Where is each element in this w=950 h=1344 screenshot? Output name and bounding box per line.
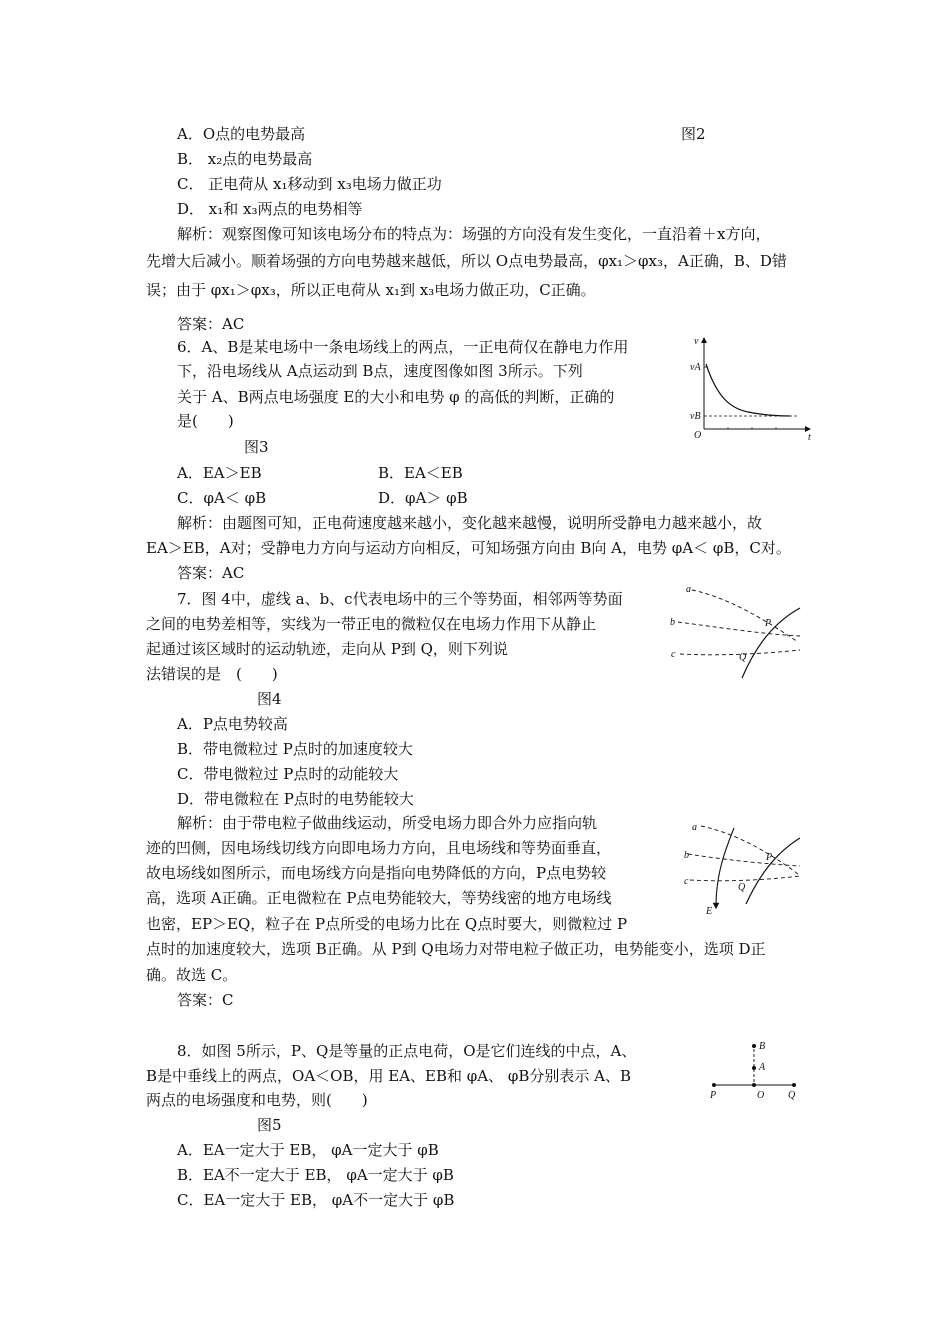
q6-option-c: C．φA＜ φB xyxy=(177,489,267,507)
equipotential-b xyxy=(678,622,800,636)
q7-analysis-line-5: 也密，EP＞EQ，粒子在 P点所受的电场力比在 Q点时要大，则微粒过 P xyxy=(146,915,628,933)
origin-label: O xyxy=(694,430,702,441)
q5-analysis-line-1: 解析：观察图像可知该电场分布的特点为：场强的方向没有发生变化，一直沿着＋x方向， xyxy=(177,225,771,243)
q7-analysis-figure xyxy=(686,818,806,916)
q7-analysis-line-6: 点时的加速度较大，选项 B正确。从 P到 Q电场力对带电粒子做正功，电势能变小，选项 D正 xyxy=(146,940,766,958)
q7-option-a: A．P点电势较高 xyxy=(177,715,288,733)
q6-analysis-line-2: EA＞EB，A对；受静电力方向与运动方向相反，可知场强方向由 B向 A，电势 φA＜ φB，C对。 xyxy=(146,539,791,557)
label-a: a xyxy=(686,584,691,595)
q6-stem-line-3: 关于 A、B两点电场强度 E的大小和电势 φ 的高低的判断，正确的 xyxy=(177,388,615,406)
label-b: b xyxy=(684,850,689,861)
q6-analysis-line-1: 解析：由题图可知，正电荷速度越来越小，变化越来越慢，说明所受静电力越来越小，故 xyxy=(177,514,763,532)
label-b: B xyxy=(759,1041,766,1052)
q7-equipotential-figure xyxy=(666,582,806,684)
q5-option-d: D． x₁和 x₃两点的电势相等 xyxy=(177,200,363,218)
equipotential-c xyxy=(690,876,800,881)
q5-answer: 答案：AC xyxy=(177,315,245,333)
q6-figure-caption: 图3 xyxy=(244,438,269,456)
q7-analysis-line-3: 故电场线如图所示，而电场线方向是指向电势降低的方向，P点电势较 xyxy=(146,864,607,882)
q5-option-b: B． x₂点的电势最高 xyxy=(177,150,313,168)
q7-stem-line-2: 之间的电势差相等，实线为一带正电的微粒仅在电场力作用下从静止 xyxy=(146,615,597,633)
point-a-dot xyxy=(752,1066,756,1070)
v-axis-label: v xyxy=(694,336,699,347)
q6-option-b: B．EA＜EB xyxy=(378,464,463,482)
point-b-dot xyxy=(752,1044,756,1048)
q7-stem-line-4: 法错误的是 ( ) xyxy=(146,665,278,683)
label-o: O xyxy=(757,1090,765,1101)
q7-option-b: B．带电微粒过 P点时的加速度较大 xyxy=(177,740,413,758)
q6-stem-line-4: 是( ) xyxy=(177,412,234,430)
q8-stem-line-1: 8．如图 5所示，P、Q是等量的正点电荷，O是它们连线的中点，A、 xyxy=(177,1042,637,1060)
q5-option-c: C． 正电荷从 x₁移动到 x₃电场力做正功 xyxy=(177,175,442,193)
q6-option-d: D．φA＞ φB xyxy=(378,489,468,507)
t-axis-label: t xyxy=(808,432,811,443)
q8-option-c: C．EA一定大于 EB， φA不一定大于 φB xyxy=(177,1191,455,1209)
label-p: P xyxy=(765,618,772,629)
label-q: Q xyxy=(738,882,746,893)
label-q: Q xyxy=(739,652,747,663)
q5-analysis-line-2: 先增大后减小。顺着场强的方向电势越来越低，所以 O点电势最高，φx₁＞φx₃，A正确，B、D错 xyxy=(146,252,787,270)
q7-analysis-line-1: 解析：由于带电粒子做曲线运动，所受电场力即合外力应指向轨 xyxy=(177,814,598,832)
q7-option-d: D．带电微粒在 P点时的电势能较大 xyxy=(177,790,414,808)
q8-charges-figure xyxy=(702,1036,806,1104)
label-c: c xyxy=(671,649,676,660)
particle-trajectory xyxy=(746,838,800,904)
q6-stem-line-2: 下，沿电场线从 A点运动到 B点，速度图像如图 3所示。下列 xyxy=(177,362,583,380)
label-b: b xyxy=(670,617,675,628)
label-q: Q xyxy=(788,1090,796,1101)
label-c: c xyxy=(684,876,689,887)
q7-stem-line-3: 起通过该区域时的运动轨迹，走向从 P到 Q，则下列说 xyxy=(146,640,508,658)
velocity-curve xyxy=(706,364,790,416)
vb-label: vB xyxy=(690,411,701,422)
label-e: E xyxy=(706,906,713,917)
q7-analysis-line-7: 确。故选 C。 xyxy=(146,966,238,984)
q6-velocity-time-graph xyxy=(688,334,816,442)
q7-option-c: C．带电微粒过 P点时的动能较大 xyxy=(177,765,399,783)
field-line-e xyxy=(716,828,734,906)
charge-q-dot xyxy=(792,1083,796,1087)
equipotential-b xyxy=(688,854,800,866)
point-o-dot xyxy=(752,1083,756,1087)
q5-figure-caption: 图2 xyxy=(681,125,706,143)
q7-stem-line-1: 7．图 4中，虚线 a、b、c代表电场中的三个等势面，相邻两等势面 xyxy=(177,590,623,608)
q8-stem-line-3: 两点的电场强度和电势，则( ) xyxy=(146,1091,368,1109)
label-p: P xyxy=(766,852,773,863)
label-a: a xyxy=(692,822,697,833)
label-a: A xyxy=(759,1062,766,1073)
q6-option-a: A．EA＞EB xyxy=(177,464,262,482)
q7-figure-caption: 图4 xyxy=(257,690,282,708)
charge-p-dot xyxy=(712,1083,716,1087)
q8-option-a: A．EA一定大于 EB， φA一定大于 φB xyxy=(177,1141,439,1159)
q8-option-b: B．EA不一定大于 EB， φA一定大于 φB xyxy=(177,1166,454,1184)
q7-analysis-line-2: 迹的凹侧，因电场线切线方向即电场力方向，且电场线和等势面垂直， xyxy=(146,839,612,857)
q8-stem-line-2: B是中垂线上的两点，OA＜OB，用 EA、EB和 φA、 φB分别表示 A、B xyxy=(146,1067,632,1085)
q8-figure-caption: 图5 xyxy=(257,1116,282,1134)
q7-analysis-line-4: 高，选项 A正确。正电微粒在 P点电势能较大，等势线密的地方电场线 xyxy=(146,889,612,907)
q7-answer: 答案：C xyxy=(177,991,234,1009)
q6-stem-line-1: 6．A、B是某电场中一条电场线上的两点，一正电荷仅在静电力作用 xyxy=(177,338,629,356)
equipotential-a xyxy=(692,590,798,642)
q5-option-a: A．O点的电势最高 xyxy=(177,125,306,143)
va-label: vA xyxy=(690,362,701,373)
q6-answer: 答案：AC xyxy=(177,564,245,582)
label-p: P xyxy=(710,1090,717,1101)
q5-analysis-line-3: 误；由于 φx₁＞φx₃，所以正电荷从 x₁到 x₃电场力做正功，C正确。 xyxy=(146,281,596,299)
